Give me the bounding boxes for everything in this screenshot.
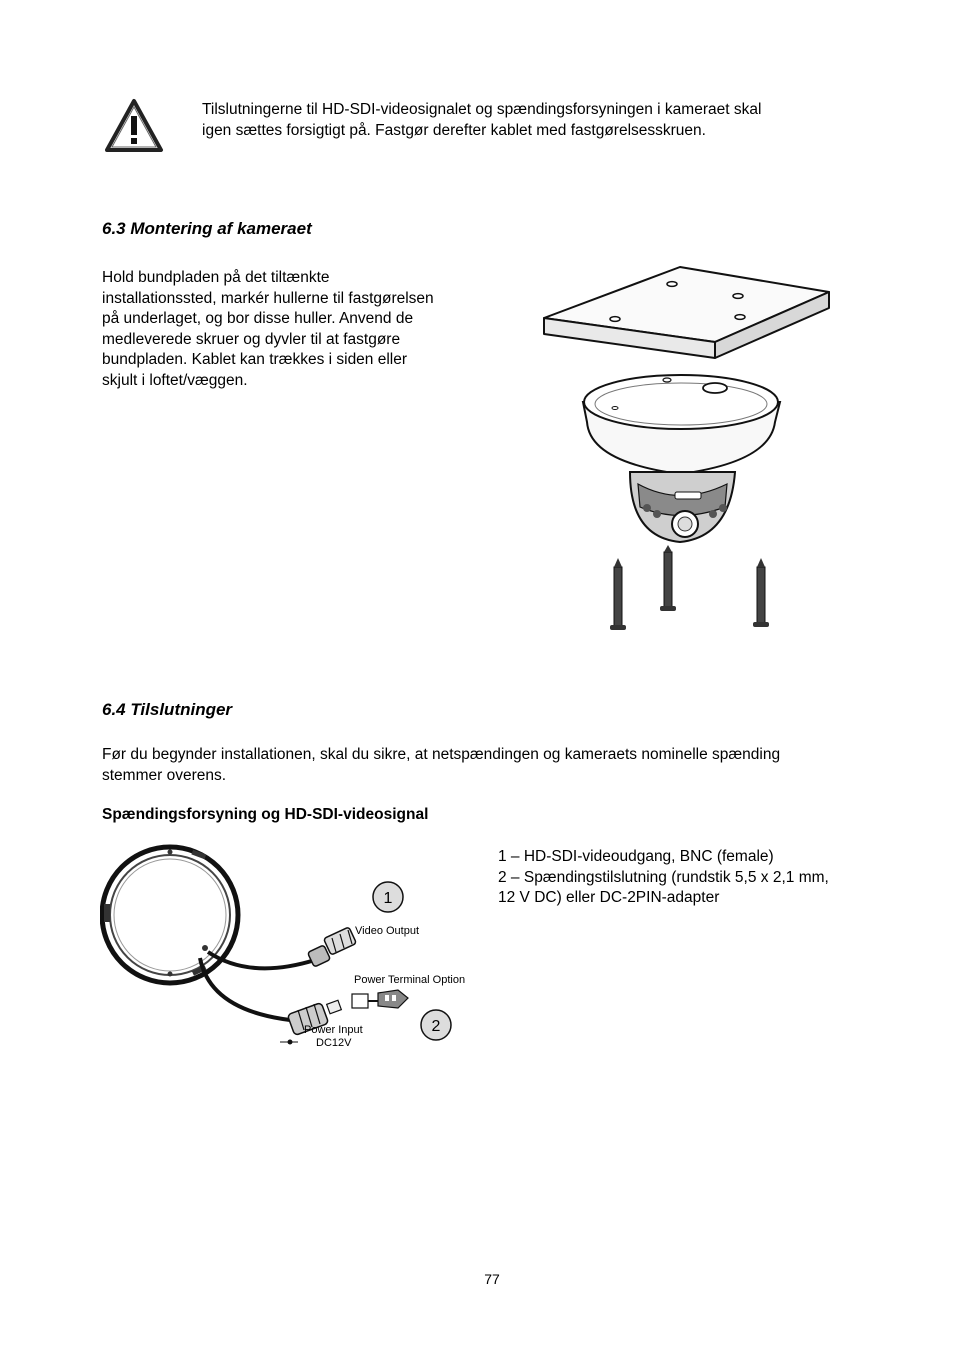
screw-icon xyxy=(660,545,676,611)
paragraph-line: Før du begynder installationen, skal du sikre, at netspændingen og kameraets nominelle spænding xyxy=(102,746,781,763)
paragraph-line: Hold bundpladen på det tiltænkte xyxy=(102,269,330,286)
section-6-4-paragraph xyxy=(102,745,780,786)
section-6-4-subtitle: Spændingsforsyning og HD-SDI-videosignal xyxy=(102,806,429,823)
paragraph-line: stemmer overens. xyxy=(102,766,227,784)
screw-icon xyxy=(610,558,626,630)
screw-icon xyxy=(753,558,769,627)
warning-icon-wrap xyxy=(104,98,164,154)
badge-1-label: 1 xyxy=(383,890,393,907)
warning-line: Tilslutningerne til HD-SDI-videosignalet og spændingsforsyningen i kameraet skal xyxy=(202,101,762,118)
bnc-connector-icon xyxy=(307,927,356,967)
warning-text xyxy=(202,100,761,141)
legend-item: 12 V DC) eller DC-2PIN-adapter xyxy=(498,889,720,906)
paragraph-line: bundpladen. Kablet kan trækkes i siden eller xyxy=(102,351,408,368)
badge-1 xyxy=(373,882,403,912)
polarity-symbol-icon xyxy=(280,1040,298,1045)
dc12v-label: DC12V xyxy=(316,1037,352,1049)
paragraph-line: skjult i loftet/væggen. xyxy=(102,371,248,389)
power-terminal-label: Power Terminal Option xyxy=(354,974,466,986)
paragraph-line: medleverede skruer og dyvler til at fastgøre xyxy=(102,330,401,348)
legend-item: 2 – Spændingstilslutning (rundstik 5,5 x 2,1 mm, xyxy=(498,868,829,886)
badge-2 xyxy=(421,1010,451,1040)
dome-camera-mounting-illustration xyxy=(535,262,835,642)
section-6-3-paragraph xyxy=(102,268,434,391)
legend-item: 1 – HD-SDI-videoudgang, BNC (female) xyxy=(498,848,774,865)
terminal-adapter-icon xyxy=(352,990,408,1008)
page-number: 77 xyxy=(484,1271,500,1287)
power-input-label: Power Input xyxy=(304,1024,363,1036)
paragraph-line: på underlaget, og bor disse huller. Anvend de xyxy=(102,310,414,327)
video-output-label: Video Output xyxy=(355,925,420,937)
connection-diagram xyxy=(100,840,480,1052)
badge-2-label: 2 xyxy=(431,1018,441,1035)
section-6-3-title: 6.3 Montering af kameraet xyxy=(102,219,312,238)
connection-legend xyxy=(498,847,829,909)
warning-triangle-icon xyxy=(104,98,164,154)
warning-line: igen sættes forsigtigt på. Fastgør derefter kablet med fastgørelsesskruen. xyxy=(202,121,706,139)
paragraph-line: installationssted, markér hullerne til fastgørelsen xyxy=(102,289,434,307)
section-6-4-title: 6.4 Tilslutninger xyxy=(102,700,233,719)
